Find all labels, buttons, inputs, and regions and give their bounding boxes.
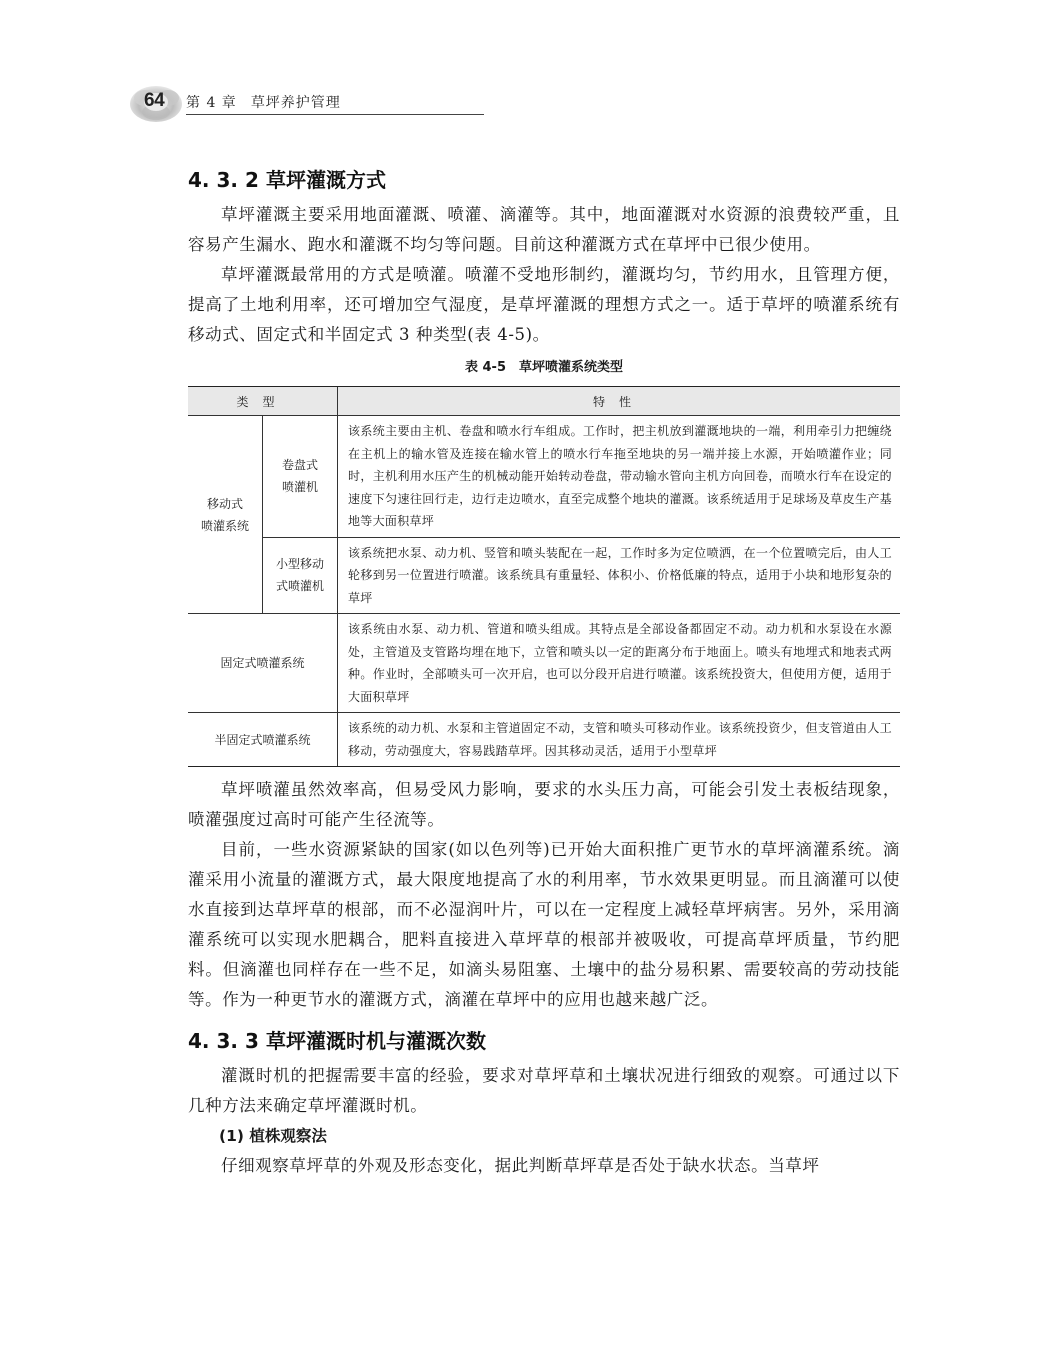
paragraph: 仔细观察草坪草的外观及形态变化，据此判断草坪草是否处于缺水状态。当草坪 [221, 1156, 820, 1175]
section-number: 4. 3. 2 [188, 168, 259, 192]
page-number: 64 [144, 90, 165, 111]
table-row [188, 537, 900, 614]
page-body [188, 160, 900, 1181]
sprinkler-system-table [188, 386, 900, 767]
running-head [186, 92, 341, 112]
row-description: 该系统的动力机、水泵和主管道固定不动，支管和喷头可移动作业。该系统投资少，但支管道由人工移动，劳动强度大，容易践踏草坪。因其移动灵活，适用于小型草坪 [338, 713, 901, 767]
section-title: 草坪灌溉时机与灌溉次数 [266, 1029, 486, 1053]
chapter-label: 第 4 章 [186, 95, 237, 111]
table-row [188, 713, 900, 767]
row-type: 卷盘式 喷灌机 [263, 416, 338, 538]
paragraph: 灌溉时机的把握需要丰富的经验，要求对草坪草和土壤状况进行细致的观察。可通过以下几种方法来确定草坪灌溉时机。 [188, 1066, 900, 1115]
header-type: 类型 [188, 387, 338, 416]
post-table-text [188, 775, 900, 1015]
page-header [128, 78, 358, 118]
row-type: 固定式喷灌系统 [188, 614, 338, 713]
group-mobile: 移动式 喷灌系统 [188, 416, 263, 614]
paragraph: 目前，一些水资源紧缺的国家(如以色列等)已开始大面积推广更节水的草坪滴灌系统。滴灌采用小流量的灌溉方式，最大限度地提高了水的利用率，节水效果更明显。而且滴灌可以使水直接到达草坪草的根部，而不必湿润叶片，可以在一定程度上减轻草坪病害。另外，采用滴灌系统可以实现水肥耦合，肥料直接进入草坪草的根部并被吸收，可提高草坪质量，节约肥料。但滴灌也同样存在一些不足，如滴头易阻塞、土壤中的盐分易积累、需要较高的劳动技能等。作为一种更节水的灌溉方式，滴灌在草坪中的应用也越来越广泛。 [188, 840, 900, 1009]
paragraph: 草坪灌溉主要采用地面灌溉、喷灌、滴灌等。其中，地面灌溉对水资源的浪费较严重，且容易产生漏水、跑水和灌溉不均匀等问题。目前这种灌溉方式在草坪中已很少使用。 [188, 205, 900, 254]
section-number: 4. 3. 3 [188, 1029, 259, 1053]
row-type: 半固定式喷灌系统 [188, 713, 338, 767]
table-header-row [188, 387, 900, 416]
row-type: 小型移动 式喷灌机 [263, 537, 338, 614]
section-heading-4-3-2 [188, 160, 900, 200]
row-description: 该系统把水泵、动力机、竖管和喷头装配在一起，工作时多为定位喷洒，在一个位置喷完后，由人工轮移到另一位置进行喷灌。该系统具有重量轻、体积小、价格低廉的特点，适用于小块和地形复杂的草坪 [338, 537, 901, 614]
chapter-title: 草坪养护管理 [250, 95, 341, 111]
row-description: 该系统主要由主机、卷盘和喷水行车组成。工作时，把主机放到灌溉地块的一端，利用牵引力把缠绕在主机上的输水管及连接在输水管上的喷水行车拖至地块的另一端并接上水源，开始喷灌作业；同时，主机利用水压产生的机械动能开始转动卷盘，带动输水管向主机方向回卷，而喷水行车在设定的速度下匀速往回行走，边行走边喷水，直至完成整个地块的灌溉。该系统适用于足球场及草皮生产基地等大面积草坪 [338, 416, 901, 538]
table-caption: 表 4-5 草坪喷灌系统类型 [464, 360, 623, 375]
table-row [188, 416, 900, 538]
section-heading-4-3-3 [188, 1021, 900, 1061]
table-row [188, 614, 900, 713]
paragraph: 草坪喷灌虽然效率高，但易受风力影响，要求的水头压力高，可能会引发土表板结现象，喷灌强度过高时可能产生径流等。 [188, 780, 900, 829]
subheading: (1) 植株观察法 [219, 1127, 327, 1145]
header-rule [186, 114, 484, 115]
row-description: 该系统由水泵、动力机、管道和喷头组成。其特点是全部设备都固定不动。动力机和水泵设在水源处，主管道及支管路均埋在地下，立管和喷头以一定的距离分布于地面上。喷头有地埋式和地表式两种。作业时，全部喷头可一次开启，也可以分段开启进行喷灌。该系统投资大，但使用方便，适用于大面积草坪 [338, 614, 901, 713]
header-feature: 特性 [338, 387, 901, 416]
paragraph: 草坪灌溉最常用的方式是喷灌。喷灌不受地形制约，灌溉均匀，节约用水，且管理方便，提高了土地利用率，还可增加空气湿度，是草坪灌溉的理想方式之一。适于草坪的喷灌系统有移动式、固定式和半固定式 3 种类型(表 4-5)。 [188, 265, 900, 344]
section-title: 草坪灌溉方式 [266, 168, 386, 192]
